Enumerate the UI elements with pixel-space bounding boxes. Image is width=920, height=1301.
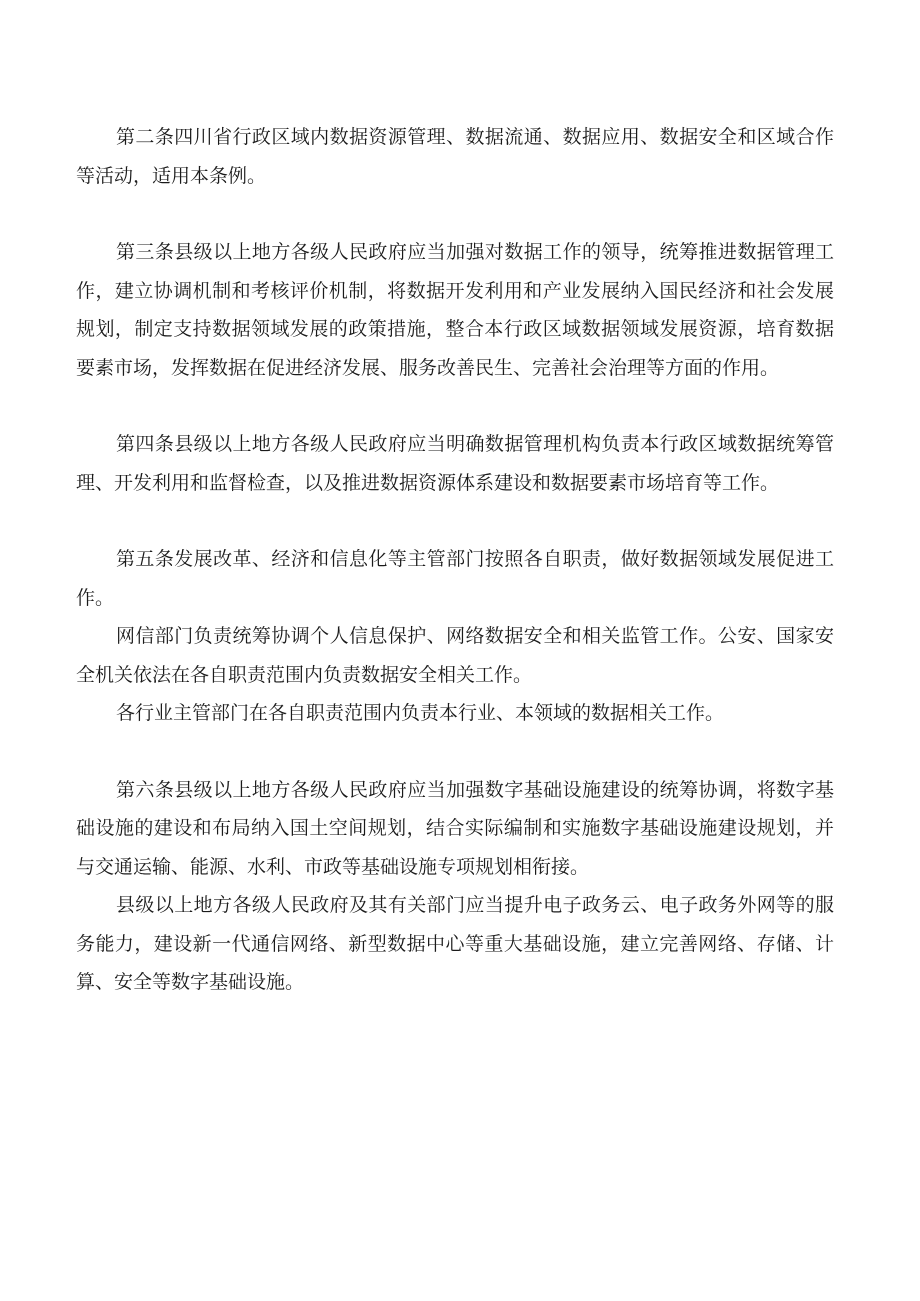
article-4-paragraph: 第四条县级以上地方各级人民政府应当明确数据管理机构负责本行政区域数据统筹管理、开发利用和监督检查，以及推进数据资源体系建设和数据要素市场培育等工作。 [76, 433, 834, 494]
article-2-paragraph: 第二条四川省行政区域内数据资源管理、数据流通、数据应用、数据安全和区域合作等活动，适用本条例。 [76, 126, 834, 187]
article-5-paragraph-1: 第五条发展改革、经济和信息化等主管部门按照各自职责，做好数据领域发展促进工作。 [76, 548, 834, 609]
article-5-paragraph-3: 各行业主管部门在各自职责范围内负责本行业、本领域的数据相关工作。 [116, 702, 725, 724]
article-5-paragraph-2: 网信部门负责统筹协调个人信息保护、网络数据安全和相关监管工作。公安、国家安全机关依法在各自职责范围内负责数据安全相关工作。 [76, 625, 834, 686]
article-6-paragraph-1: 第六条县级以上地方各级人民政府应当加强数字基础设施建设的统筹协调，将数字基础设施的建设和布局纳入国土空间规划，结合实际编制和实施数字基础设施建设规划，并与交通运输、能源、水利、市政等基础设施专项规划相衔接。 [76, 778, 834, 878]
article-6-paragraph-2: 县级以上地方各级人民政府及其有关部门应当提升电子政务云、电子政务外网等的服务能力，建设新一代通信网络、新型数据中心等重大基础设施，建立完善网络、存储、计算、安全等数字基础设施。 [76, 894, 834, 993]
article-3-paragraph: 第三条县级以上地方各级人民政府应当加强对数据工作的领导，统筹推进数据管理工作，建立协调机制和考核评价机制，将数据开发利用和产业发展纳入国民经济和社会发展规划，制定支持数据领域发展的政策措施，整合本行政区域数据领域发展资源，培育数据要素市场，发挥数据在促进经济发展、服务改善民生、完善社会治理等方面的作用。 [76, 241, 834, 379]
